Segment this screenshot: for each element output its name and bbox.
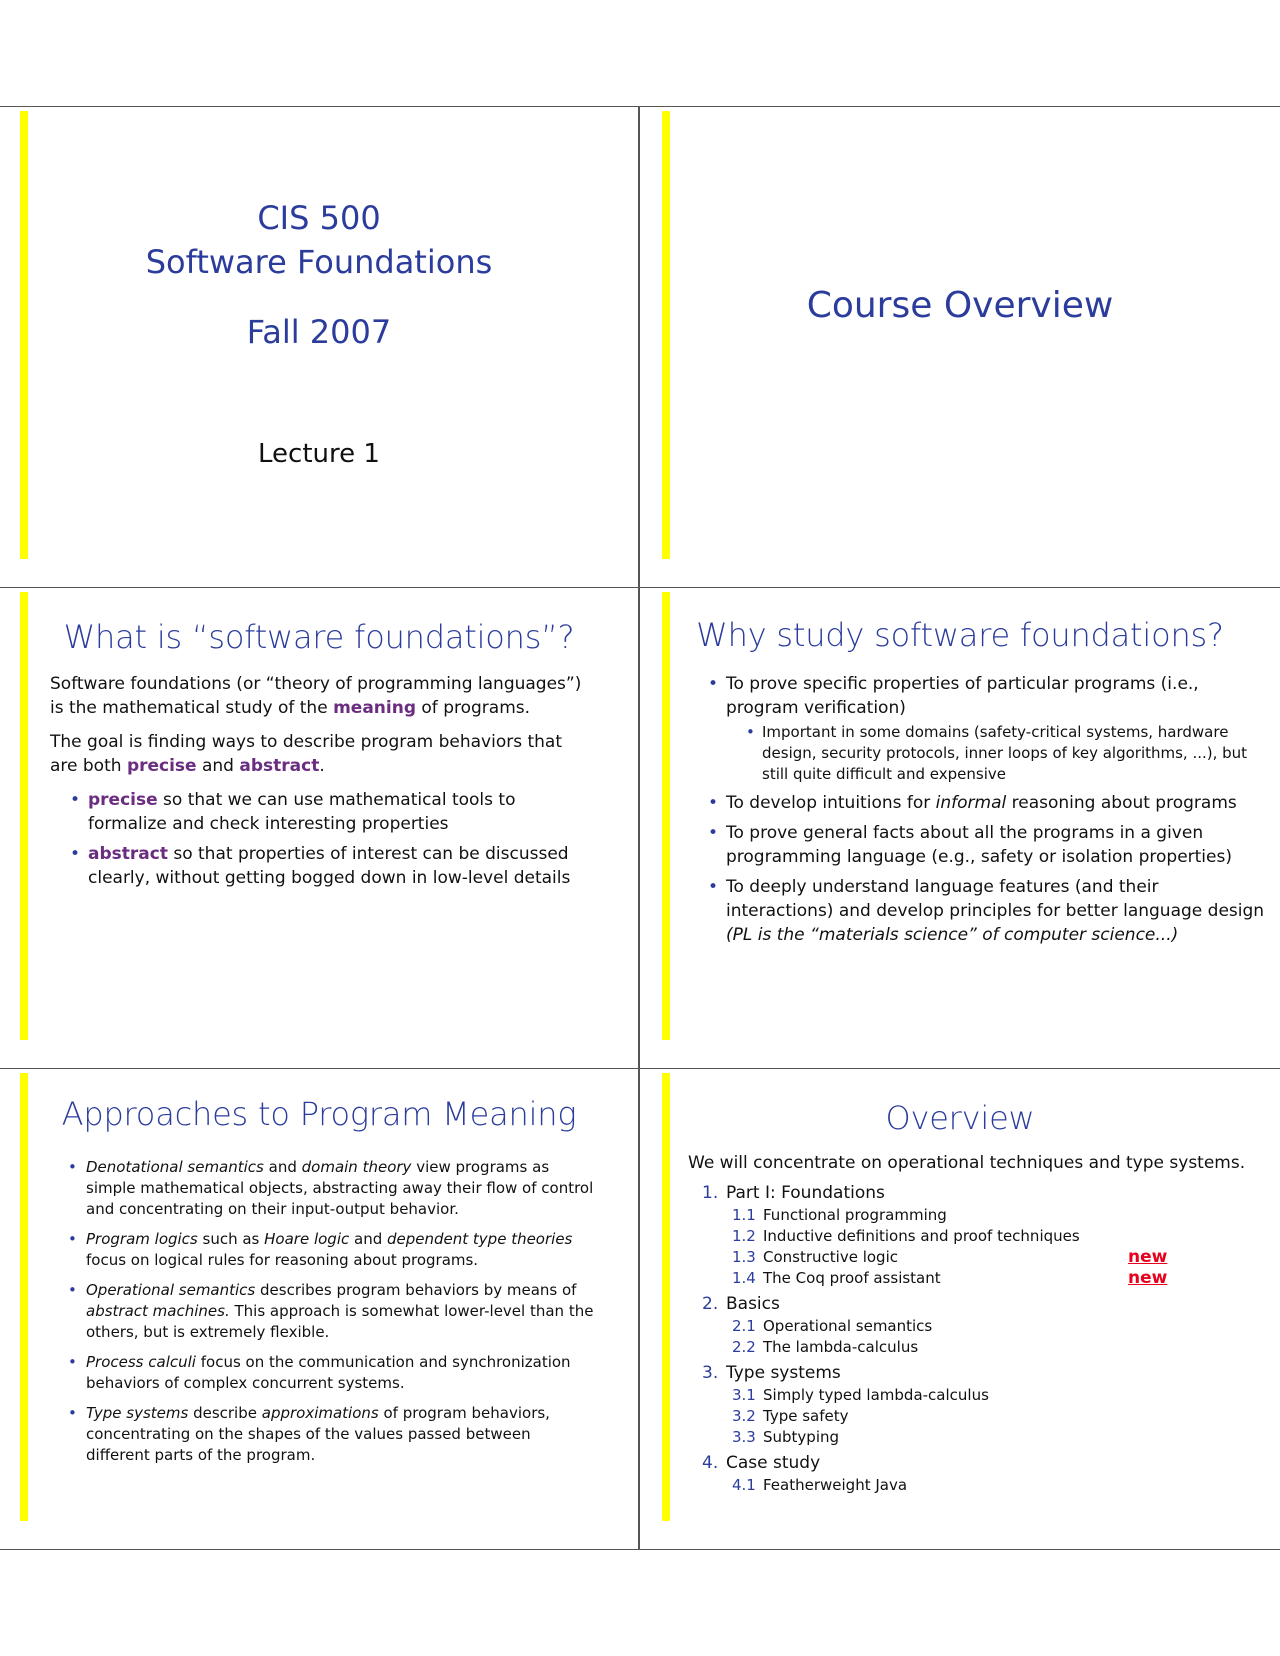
course-outline <box>688 1181 1258 1499</box>
slide-body <box>50 672 590 896</box>
goal-paragraph: The goal is finding ways to describe program behaviors that are both precise and abstract. <box>50 732 563 776</box>
outline-subsection <box>688 1226 1258 1247</box>
subsection-number: 3.2 <box>732 1407 756 1425</box>
outline-section <box>688 1292 1258 1316</box>
outline-subsection <box>688 1268 1258 1289</box>
lecture-number: Lecture 1 <box>258 439 380 469</box>
subsection-number: 3.1 <box>732 1386 756 1404</box>
bullet-list <box>706 672 1266 947</box>
definition-paragraph: Software foundations (or “theory of programming languages”) is the mathematical study of the meaning of programs. <box>50 674 582 718</box>
subsection-label: Simply typed lambda-calculus <box>763 1386 989 1404</box>
section-label: Basics <box>726 1294 780 1314</box>
subsection-number: 1.1 <box>732 1206 756 1224</box>
list-item: • Operational semantics describes program behaviors by means of abstract machines. This approach is somewhat lower-level than the others, but is extremely flexible. <box>66 1280 596 1343</box>
new-badge: new <box>1128 1268 1168 1288</box>
slide-approaches <box>0 1068 640 1550</box>
slide-heading: Overview <box>885 1099 1035 1137</box>
subsection-number: 2.1 <box>732 1317 756 1335</box>
outline-subsection <box>688 1205 1258 1226</box>
subsection-label: Constructive logic <box>763 1248 898 1266</box>
section-number: 1. <box>702 1183 719 1203</box>
bullet-list <box>66 1157 596 1466</box>
slide-why-study <box>640 587 1280 1068</box>
slide-title <box>0 106 640 587</box>
slide-overview <box>640 1068 1280 1550</box>
outline-subsection <box>688 1427 1258 1448</box>
section-label: Case study <box>726 1453 821 1473</box>
slide-body <box>688 1151 1258 1499</box>
slide-what-is <box>0 587 640 1068</box>
outline-subsection <box>688 1475 1258 1496</box>
section-label: Type systems <box>726 1363 841 1383</box>
outline-subsection <box>688 1247 1258 1268</box>
slide-heading: Approaches to Program Meaning <box>61 1095 577 1133</box>
outline-section <box>688 1361 1258 1385</box>
subsection-number: 2.2 <box>732 1338 756 1356</box>
outline-subsection <box>688 1406 1258 1427</box>
section-number: 3. <box>702 1363 719 1383</box>
list-item: • abstract so that properties of interest can be discussed clearly, without getting bogged down in low-level details <box>68 842 590 890</box>
accent-bar <box>662 111 670 559</box>
accent-bar <box>20 1073 28 1521</box>
subsection-label: The lambda-calculus <box>763 1338 919 1356</box>
course-code: CIS 500 <box>257 199 381 237</box>
subsection-number: 3.3 <box>732 1428 756 1446</box>
list-item: • Program logics such as Hoare logic and dependent type theories focus on logical rules for reasoning about programs. <box>66 1229 596 1271</box>
slide-heading: Course Overview <box>806 285 1114 326</box>
slide-heading: What is “software foundations”? <box>63 618 575 656</box>
new-badge: new <box>1128 1247 1168 1267</box>
outline-section <box>688 1451 1258 1475</box>
bullet-list <box>68 788 590 890</box>
section-label: Part I: Foundations <box>726 1183 885 1203</box>
list-item: • To deeply understand language features (and their interactions) and develop principles for better language design (PL is the “materials science” of computer science...) <box>706 875 1266 947</box>
subsection-label: Operational semantics <box>763 1317 933 1335</box>
slide-heading: Why study software foundations? <box>696 616 1224 654</box>
slide-body <box>706 672 1266 953</box>
accent-bar <box>20 592 28 1040</box>
list-item: • Denotational semantics and domain theory view programs as simple mathematical objects, abstracting away their flow of control and concentrating on their input-output behavior. <box>66 1157 596 1220</box>
list-item: • Process calculi focus on the communication and synchronization behaviors of complex concurrent systems. <box>66 1352 596 1394</box>
sub-bullet-list <box>744 722 1266 785</box>
subsection-label: Subtyping <box>763 1428 840 1446</box>
subsection-label: Functional programming <box>763 1206 947 1224</box>
slide-body <box>66 1157 596 1475</box>
course-name: Software Foundations <box>145 243 493 281</box>
slide-grid <box>0 106 1280 1550</box>
overview-intro: We will concentrate on operational techniques and type systems. <box>688 1153 1246 1173</box>
list-item: • To develop intuitions for informal reasoning about programs <box>706 791 1266 815</box>
list-item: • Type systems describe approximations of program behaviors, concentrating on the shapes of the values passed between different parts of the program. <box>66 1403 596 1466</box>
subsection-number: 4.1 <box>732 1476 756 1494</box>
subsection-number: 1.3 <box>732 1248 756 1266</box>
list-item: • Important in some domains (safety-critical systems, hardware design, security protocols, inner loops of key algorithms, ...), but still quite difficult and expensive <box>744 722 1266 785</box>
slide-course-overview <box>640 106 1280 587</box>
subsection-number: 1.2 <box>732 1227 756 1245</box>
subsection-label: Featherweight Java <box>763 1476 908 1494</box>
subsection-label: The Coq proof assistant <box>763 1269 941 1287</box>
outline-subsection <box>688 1385 1258 1406</box>
section-number: 4. <box>702 1453 719 1473</box>
accent-bar <box>662 1073 670 1521</box>
list-item: • To prove general facts about all the programs in a given programming language (e.g., safety or isolation properties) <box>706 821 1266 869</box>
outline-subsection <box>688 1337 1258 1358</box>
subsection-label: Inductive definitions and proof techniques <box>763 1227 1080 1245</box>
list-item: • To prove specific properties of particular programs (i.e., program verification) • Important in some domains (safety-critical systems, hardware design, security protocols, inner loops of key algorithms, ...), but still quite difficult and expensive <box>706 672 1266 785</box>
outline-subsection <box>688 1316 1258 1337</box>
section-number: 2. <box>702 1294 719 1314</box>
course-term: Fall 2007 <box>246 313 392 351</box>
accent-bar <box>662 592 670 1040</box>
subsection-label: Type safety <box>763 1407 849 1425</box>
list-item: • precise so that we can use mathematical tools to formalize and check interesting properties <box>68 788 590 836</box>
outline-section <box>688 1181 1258 1205</box>
subsection-number: 1.4 <box>732 1269 756 1287</box>
